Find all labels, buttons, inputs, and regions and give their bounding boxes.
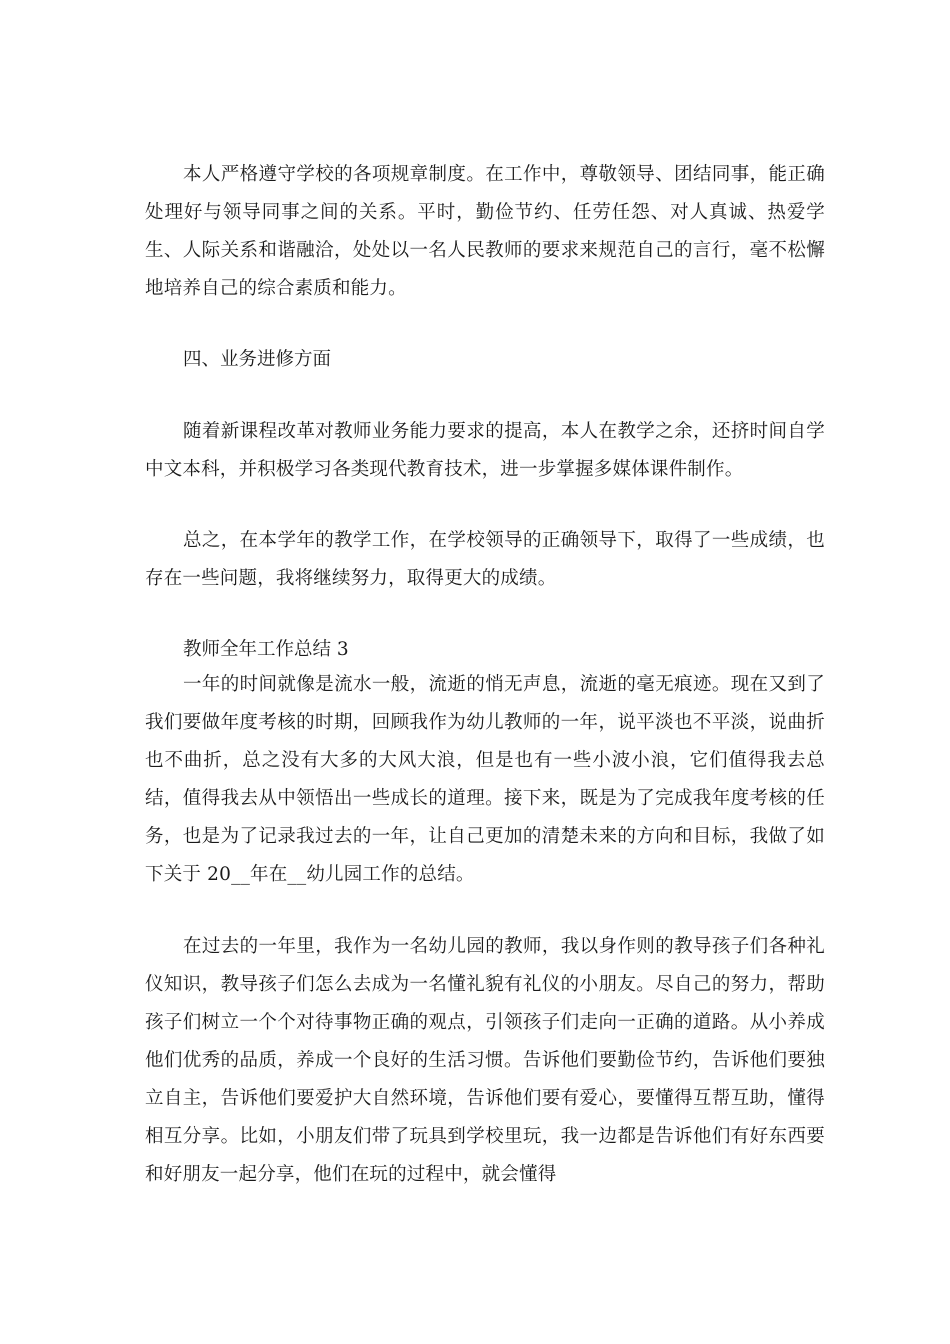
- paragraph-further-study: 随着新课程改革对教师业务能力要求的提高，本人在教学之余，还挤时间自学中文本科，并积极学习各类现代教育技术，进一步掌握多媒体课件制作。: [145, 421, 825, 480]
- paragraph-year-review: 一年的时间就像是流水一般，流逝的悄无声息，流逝的毫无痕迹。现在又到了我们要做年度考核的时期，回顾我作为幼儿教师的一年，说平淡也不平淡，说曲折也不曲折，总之没有大多的大风大浪，但是也有一些小波小浪，它们值得我去总结，值得我去从中领悟出一些成长的道理。接下来，既是为了完成我年度考核的任务，也是为了记录我过去的一年，让自己更加的清楚未来的方向和目标，我做了如下关于 20__年在__幼儿园工作的总结。: [145, 674, 825, 885]
- section-heading-professional-development: 四、业务进修方面: [183, 349, 332, 370]
- paragraph-conclusion: 总之，在本学年的教学工作，在学校领导的正确领导下，取得了一些成绩，也存在一些问题，我将继续努力，取得更大的成绩。: [145, 530, 825, 589]
- paragraph-conduct: 本人严格遵守学校的各项规章制度。在工作中，尊敬领导、团结同事，能正确处理好与领导同事之间的关系。平时，勤俭节约、任劳任怨、对人真诚、热爱学生、人际关系和谐融洽，处处以一名人民教师的要求来规范自己的言行，毫不松懈地培养自己的综合素质和能力。: [145, 164, 825, 299]
- paragraph-etiquette-teaching: 在过去的一年里，我作为一名幼儿园的教师，我以身作则的教导孩子们各种礼仪知识，教导孩子们怎么去成为一名懂礼貌有礼仪的小朋友。尽自己的努力，帮助孩子们树立一个个对待事物正确的观点，引领孩子们走向一正确的道路。从小养成他们优秀的品质，养成一个良好的生活习惯。告诉他们要勤俭节约，告诉他们要独立自主，告诉他们要爱护大自然环境，告诉他们要有爱心，要懂得互帮互助，懂得相互分享。比如，小朋友们带了玩具到学校里玩，我一边都是告诉他们有好东西要和好朋友一起分享，他们在玩的过程中，就会懂得: [145, 936, 825, 1185]
- section-heading-summary-3: 教师全年工作总结 3: [183, 639, 349, 660]
